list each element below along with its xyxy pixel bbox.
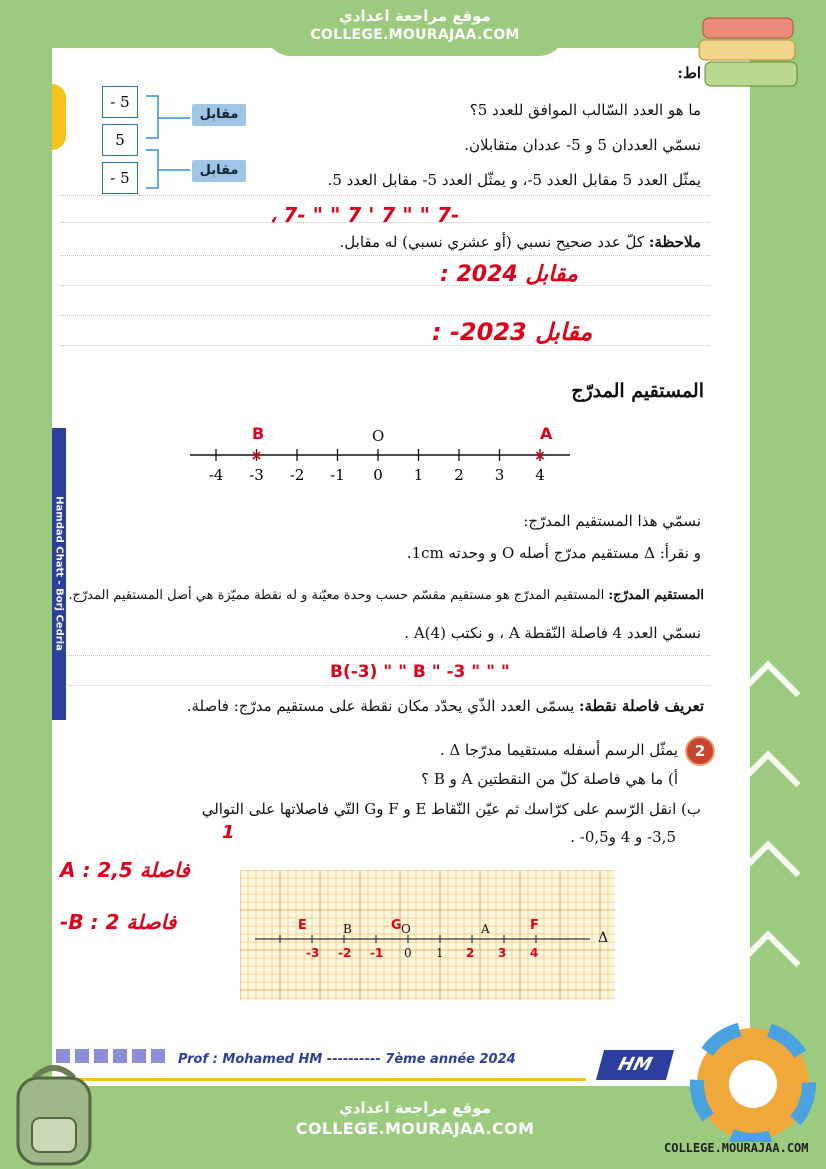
author-sidebar [52, 428, 66, 720]
number-line [190, 420, 580, 495]
grid-hand-tick: -2 [338, 946, 352, 960]
grid-hand-tick: -1 [370, 946, 384, 960]
section-title: المستقيم المدرّج [571, 380, 704, 402]
tick-label: 4 [535, 466, 545, 484]
grid-point-e: E [298, 918, 307, 933]
number-box: - 5 [102, 86, 138, 118]
grid-hand-tick: 4 [530, 946, 539, 960]
guide-line [60, 685, 710, 686]
abscissa-def-text: يسمّى العدد الذّي يحدّد مكان نقطة على مستقيم مدرّج: فاصلة. [186, 697, 575, 715]
opposite-line-2: يمثّل العدد 5 مقابل العدد 5-، و يمثّل العدد 5- مقابل العدد 5. [327, 171, 701, 189]
exercise-part-b: ب) انقل الرّسم على كرّاسك ثم عيّن النّقاط E و F وG التّي فاصلاتها على التوالي [201, 800, 701, 818]
guide-line [60, 315, 710, 316]
banner-title: موقع مراجعة اعدادي [339, 1099, 491, 1117]
grid-hand-tick: 3 [498, 946, 507, 960]
opposite-tag: مقابل [192, 104, 246, 126]
hm-badge: HM [596, 1050, 674, 1080]
grid-label-zero: 0 [404, 946, 412, 960]
footer-rule [66, 1078, 586, 1081]
tick-label: -2 [289, 466, 305, 484]
guide-line [60, 655, 710, 656]
abscissa-b-answer: فاصلة B : 2- [60, 910, 177, 934]
grid-label-one: 1 [436, 946, 444, 960]
site-watermark: COLLEGE.MOURAJAA.COM [664, 1141, 809, 1155]
definition-text: المستقيم المدرّج هو مستقيم مقسّم حسب وحدة معيّنة و له نقطة مميّزة هي أصل المستقيم المدرّج. [68, 588, 605, 603]
grid-hand-tick: 2 [466, 946, 475, 960]
grid-label-b: B [343, 922, 352, 936]
tick-label: 0 [373, 466, 383, 484]
bracket-arrows [140, 88, 200, 198]
number-box: 5 [102, 124, 138, 156]
number-box: - 5 [102, 162, 138, 194]
grid-label-delta: Δ [598, 930, 609, 946]
tick-label: 1 [413, 466, 424, 484]
banner-title: موقع مراجعة اعدادي [339, 7, 491, 25]
abscissa-line: نسمّي العدد 4 فاصلة النّقطة A ، و نكتب A(4) . [404, 624, 701, 642]
grid-label-a: A [481, 922, 490, 936]
handwritten-question-number: 1 [222, 822, 235, 843]
backpack-icon [4, 1058, 104, 1168]
origin-label: O [372, 427, 385, 445]
handwriting-b-coord: B(-3) " " B " -3 " " " [330, 662, 510, 682]
tick-label: 3 [494, 466, 505, 484]
guide-line [60, 285, 710, 286]
read-line: و نقرأ: Δ مستقيم مدرّج أصله O و وحدته 1cm. [406, 544, 701, 562]
definition-line [68, 588, 704, 603]
remark-title: ملاحظة: [648, 233, 701, 251]
yellow-tab [52, 84, 66, 150]
grid-figure [240, 870, 615, 1000]
abscissa-def-title: تعريف فاصلة نقطة: [579, 697, 704, 715]
tick-label: -4 [208, 466, 224, 484]
abscissa-def-line [187, 697, 704, 715]
banner-url[interactable]: COLLEGE.MOURAJAA.COM [310, 27, 520, 43]
top-banner[interactable] [265, 0, 565, 56]
call-line: نسمّي هذا المستقيم المدرّج: [523, 512, 701, 530]
footer-credit: Prof : Mohamed HM ---------- 7ème année 2024 [178, 1052, 516, 1067]
guide-line [60, 195, 710, 196]
grid-point-f: F [530, 918, 539, 933]
section-head-fragment: اط: [677, 64, 701, 82]
bottom-banner[interactable] [265, 1087, 565, 1147]
tick-label: -1 [330, 466, 345, 484]
opposite-2023: مقابل 2023- : [432, 318, 593, 346]
tick-label: -3 [249, 466, 264, 484]
remark-line [340, 233, 701, 251]
sidebar-text: Hamdad Chatt - Borj Cedria [53, 496, 65, 651]
grid-point-g: G [391, 918, 402, 933]
guide-line [60, 345, 710, 346]
grid-hand-tick: -3 [306, 946, 320, 960]
handwriting-row-1: -7 " " 7 ' 7 " " -7 ، [270, 203, 460, 227]
school-icons-wheel [690, 1022, 816, 1142]
exercise-intro: يمثّل الرسم أسفله مستقيما مدرّجا Δ . [439, 741, 678, 759]
opposite-line-1: نسمّي العددان 5 و 5- عددان متقابلان. [464, 136, 701, 154]
definition-title: المستقيم المدرّج: [608, 588, 704, 603]
point-a-label: A [540, 424, 553, 443]
grid-label-o: O [401, 922, 411, 936]
guide-line [60, 255, 710, 256]
opposite-tag: مقابل [192, 160, 246, 182]
exercise-part-a: أ) ما هي فاصلة كلّ من النقطتين A و B ؟ [421, 770, 678, 788]
tick-label: 2 [454, 466, 464, 484]
opposite-2024: مقابل 2024 : [440, 262, 578, 287]
question-line: ما هو العدد السّالب الموافق للعدد 5؟ [469, 101, 701, 119]
exercise-number-badge: 2 [685, 736, 715, 766]
point-b-label: B [252, 424, 265, 443]
remark-text: كلّ عدد صحيح نسبي (أو عشري نسبي) له مقابل. [339, 233, 645, 251]
exercise-values: 3,5- و 4 و0,5- . [570, 828, 676, 846]
books-icon [695, 10, 805, 100]
point-marker: × [250, 448, 263, 464]
point-marker: × [534, 448, 546, 464]
banner-url[interactable]: COLLEGE.MOURAJAA.COM [295, 1119, 535, 1138]
abscissa-a-answer: فاصلة A : 2,5 [60, 858, 190, 882]
